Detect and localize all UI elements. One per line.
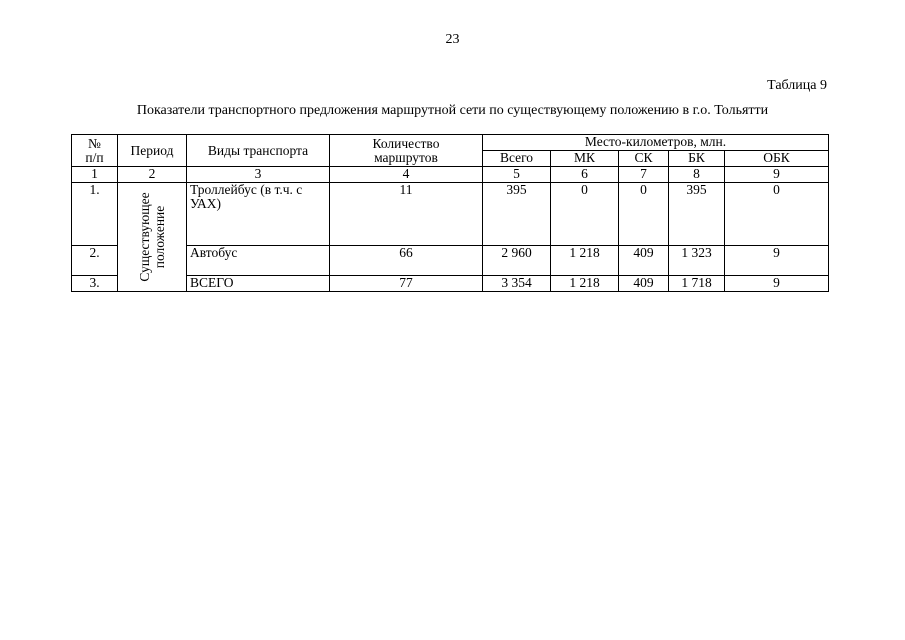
row-obk: 9 xyxy=(725,276,829,292)
col-number: 5 xyxy=(483,167,551,183)
header-total: Всего xyxy=(483,151,551,167)
row-mk: 1 218 xyxy=(551,246,619,276)
col-number: 9 xyxy=(725,167,829,183)
header-num-line1: № xyxy=(88,135,101,151)
period-line1: Существующее xyxy=(137,192,152,282)
row-num: 2. xyxy=(72,246,118,276)
row-mk: 0 xyxy=(551,183,619,246)
page-number: 23 xyxy=(445,32,460,47)
row-total: 2 960 xyxy=(483,246,551,276)
header-period: Период xyxy=(118,135,187,167)
col-number: 3 xyxy=(187,167,330,183)
header-seat-km: Место-километров, млн. xyxy=(483,135,829,151)
header-num xyxy=(72,135,118,167)
row-transport: Автобус xyxy=(187,246,330,276)
header-routes-line2: маршрутов xyxy=(374,149,438,165)
row-routes: 66 xyxy=(330,246,483,276)
col-number: 6 xyxy=(551,167,619,183)
row-total: 3 354 xyxy=(483,276,551,292)
col-number: 7 xyxy=(619,167,669,183)
row-total: 395 xyxy=(483,183,551,246)
header-num-line2: п/п xyxy=(85,149,104,165)
column-number-row xyxy=(72,167,829,183)
col-number: 1 xyxy=(72,167,118,183)
col-number: 4 xyxy=(330,167,483,183)
row-sk: 0 xyxy=(619,183,669,246)
row-routes: 77 xyxy=(330,276,483,292)
header-routes xyxy=(330,135,483,167)
row-bk: 1 718 xyxy=(669,276,725,292)
row-obk: 0 xyxy=(725,183,829,246)
row-transport: ВСЕГО xyxy=(187,276,330,292)
period-vertical-text xyxy=(137,192,167,281)
period-cell xyxy=(118,183,187,292)
row-num: 1. xyxy=(72,183,118,246)
header-transport: Виды транспорта xyxy=(187,135,330,167)
header-sk: СК xyxy=(619,151,669,167)
header-mk: МК xyxy=(551,151,619,167)
row-sk: 409 xyxy=(619,276,669,292)
table-label: Таблица 9 xyxy=(767,78,827,93)
row-obk: 9 xyxy=(725,246,829,276)
row-bk: 395 xyxy=(669,183,725,246)
transport-supply-table xyxy=(71,134,829,292)
row-transport: Троллейбус (в т.ч. с УАХ) xyxy=(187,183,330,246)
header-bk: БК xyxy=(669,151,725,167)
row-mk: 1 218 xyxy=(551,276,619,292)
table-title: Показатели транспортного предложения маршрутной сети по существующему положению в г.о. Тольятти xyxy=(136,103,769,118)
period-line2: положение xyxy=(152,205,167,269)
row-num: 3. xyxy=(72,276,118,292)
row-bk: 1 323 xyxy=(669,246,725,276)
col-number: 2 xyxy=(118,167,187,183)
row-sk: 409 xyxy=(619,246,669,276)
col-number: 8 xyxy=(669,167,725,183)
header-routes-line1: Количество xyxy=(372,135,440,151)
row-routes: 11 xyxy=(330,183,483,246)
header-obk: ОБК xyxy=(725,151,829,167)
header-row-1 xyxy=(72,135,829,151)
table-row xyxy=(72,183,829,246)
